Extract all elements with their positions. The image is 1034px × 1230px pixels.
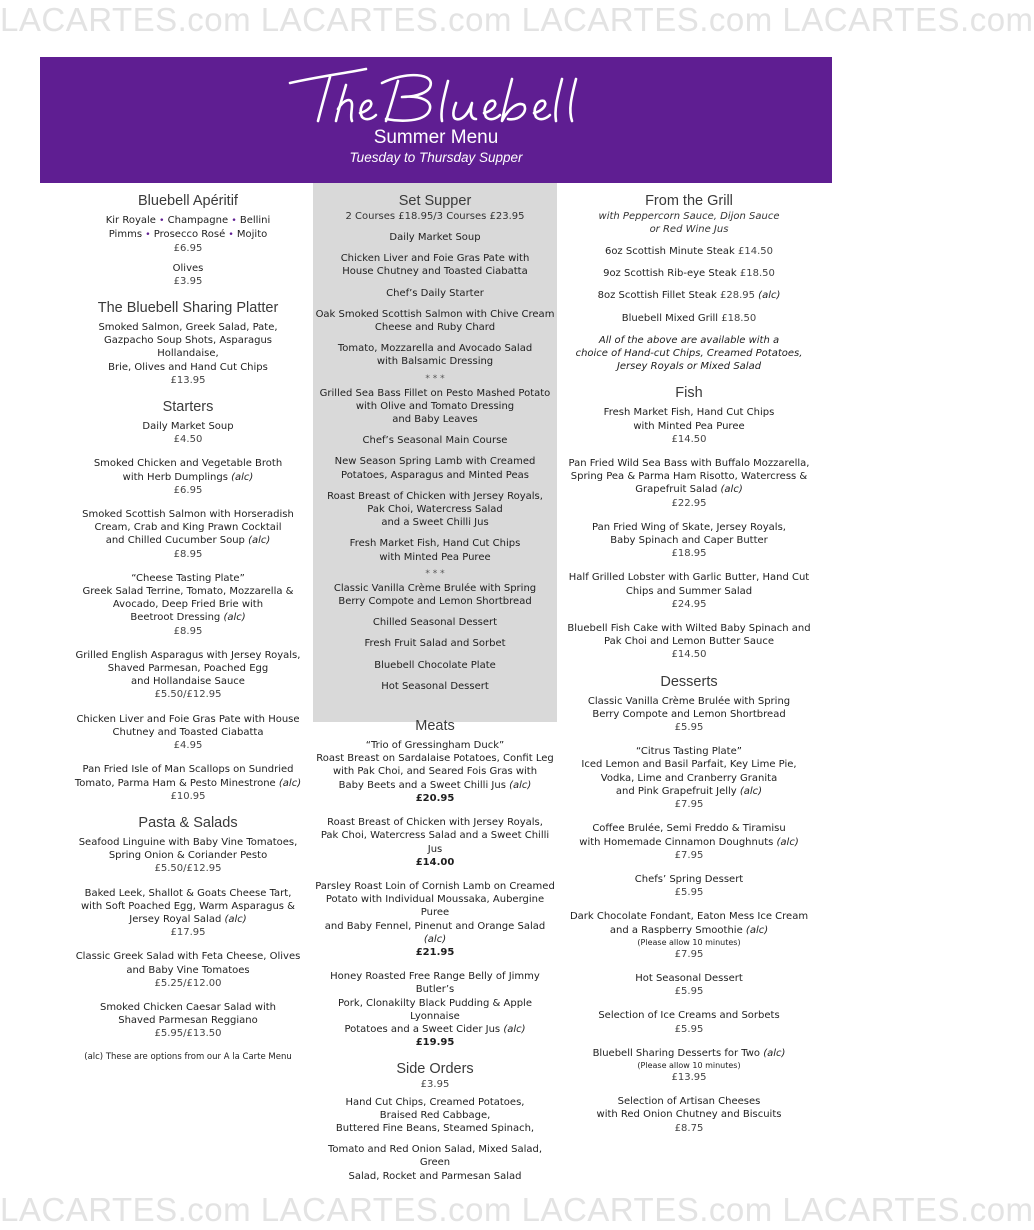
dessert-item: Classic Vanilla Crème Brulée with Spring Berry Compote and Lemon Shortbread £5.95 xyxy=(565,695,813,735)
item-price: £7.95 xyxy=(674,948,704,960)
item-price: £5.95 xyxy=(674,887,704,899)
set-main: Chef’s Seasonal Main Course xyxy=(362,435,508,447)
set-dessert: Classic Vanilla Crème Brulée with Spring Berry Compote and Lemon Shortbread xyxy=(333,582,537,608)
menu-subtitle: Summer Menu xyxy=(373,127,499,148)
set-supper-heading: Set Supper xyxy=(398,193,472,209)
item-price: £5.95 xyxy=(674,986,704,998)
dessert-item: Selection of Ice Creams and Sorbets £5.95 xyxy=(565,1009,813,1035)
item-price: £5.50/£12.95 xyxy=(154,863,222,875)
dessert-item: Selection of Artisan Cheeses with Red Onion Chutney and Biscuits £8.75 xyxy=(565,1095,813,1135)
item-price: £6.95 xyxy=(173,484,203,496)
watermark-top: LACARTES.com LACARTES.com LACARTES.com LACARTES.com xyxy=(0,1,1034,38)
fish-item: Half Grilled Lobster with Garlic Butter, Hand Cut Chips and Summer Salad £24.95 xyxy=(565,571,813,611)
item-price: £17.95 xyxy=(170,927,206,939)
item-price: £8.95 xyxy=(173,548,203,560)
item-price: £14.50 xyxy=(671,433,707,445)
drinks-row: Pimms • Prosecco Rosé • Mojito xyxy=(108,229,268,241)
aperitif-drinks xyxy=(72,214,304,256)
course-separator: * * * xyxy=(425,373,445,384)
left-column xyxy=(72,183,304,1063)
set-starter: Chicken Liver and Foie Gras Pate with House Chutney and Toasted Ciabatta xyxy=(340,253,530,278)
right-column xyxy=(565,183,813,1146)
pasta-item: Classic Greek Salad with Feta Cheese, Olives and Baby Vine Tomatoes £5.25/£12.00 xyxy=(72,950,304,990)
item-price: £24.95 xyxy=(671,598,707,610)
starter-item: Grilled English Asparagus with Jersey Royals, Shaved Parmesan, Poached Egg and Hollandaise Sauce £5.50/£12.95 xyxy=(72,649,304,702)
item-price: £8.75 xyxy=(674,1122,704,1134)
pasta-item: Baked Leek, Shallot & Goats Cheese Tart, with Soft Poached Egg, Warm Asparagus & Jersey Royal Salad (alc) £17.95 xyxy=(72,887,304,940)
grill-item: 9oz Scottish Rib-eye Steak £18.50 xyxy=(603,268,775,280)
dessert-item: Coffee Brulée, Semi Freddo & Tiramisu with Homemade Cinnamon Doughnuts (alc) £7.95 xyxy=(565,822,813,862)
starters-heading: Starters xyxy=(162,399,214,416)
set-main: Roast Breast of Chicken with Jersey Royals, Pak Choi, Watercress Salad and a Sweet Chilli Jus xyxy=(327,490,543,529)
item-price: £7.95 xyxy=(674,849,704,861)
item-price: £7.95 xyxy=(674,799,704,811)
dessert-item: Bluebell Sharing Desserts for Two (alc) (Please allow 10 minutes) £13.95 xyxy=(565,1047,813,1084)
starter-item: Daily Market Soup £4.50 xyxy=(72,420,304,446)
starter-item: Chicken Liver and Foie Gras Pate with House Chutney and Toasted Ciabatta £4.95 xyxy=(72,713,304,753)
set-dessert: Bluebell Chocolate Plate xyxy=(374,659,496,671)
item-price: £14.00 xyxy=(415,856,455,868)
item-price: £13.95 xyxy=(170,374,206,386)
desserts-heading: Desserts xyxy=(660,673,718,690)
drinks-row: Kir Royale • Champagne • Bellini xyxy=(105,215,271,226)
grill-item: 6oz Scottish Minute Steak £14.50 xyxy=(604,246,774,257)
fish-item: Pan Fried Wing of Skate, Jersey Royals, Baby Spinach and Caper Butter £18.95 xyxy=(565,521,813,561)
dessert-item: Dark Chocolate Fondant, Eaton Mess Ice Cream and a Raspberry Smoothie (alc) (Please allow 10 minutes) £7.95 xyxy=(565,910,813,961)
set-main: Grilled Sea Bass Fillet on Pesto Mashed Potato with Olive and Tomato Dressing and Baby Leaves xyxy=(319,387,551,426)
pasta-item: Smoked Chicken Caesar Salad with Shaved Parmesan Reggiano £5.95/£13.50 xyxy=(72,1001,304,1041)
platter-heading: The Bluebell Sharing Platter xyxy=(97,300,279,317)
grill-item: Bluebell Mixed Grill £18.50 xyxy=(621,312,757,324)
course-separator: * * * xyxy=(425,568,445,579)
item-price: £5.50/£12.95 xyxy=(154,689,222,701)
starter-item: Smoked Chicken and Vegetable Broth with Herb Dumplings (alc) £6.95 xyxy=(72,457,304,497)
fish-heading: Fish xyxy=(675,385,703,402)
bluebell-logo xyxy=(286,63,586,125)
grill-sauces: with Peppercorn Sauce, Dijon Sauce xyxy=(598,211,780,222)
dessert-item: “Citrus Tasting Plate” Iced Lemon and Basil Parfait, Key Lime Pie, Vodka, Lime and Cranberry Granita and Pink Grapefruit Jelly (alc) £7.95 xyxy=(565,745,813,811)
dessert-item: Hot Seasonal Dessert £5.95 xyxy=(565,972,813,998)
grill-item: 8oz Scottish Fillet Steak £28.95 (alc) xyxy=(597,290,781,302)
set-main: Fresh Market Fish, Hand Cut Chips with Minted Pea Puree xyxy=(349,538,521,563)
dessert-item: Chefs’ Spring Dessert £5.95 xyxy=(565,873,813,899)
item-price: £14.50 xyxy=(671,649,707,661)
grill-heading: From the Grill xyxy=(645,193,733,209)
meat-item: Honey Roasted Free Range Belly of Jimmy Butler’s Pork, Clonakilty Black Pudding & Apple Lyonnaise Potatoes and a Sweet Cider Jus (alc) £19.95 xyxy=(313,970,557,1049)
item-price: £19.95 xyxy=(415,1037,455,1049)
set-starter: Tomato, Mozzarella and Avocado Salad with Balsamic Dressing xyxy=(337,343,533,368)
menu-banner xyxy=(40,57,832,183)
item-price: £8.95 xyxy=(173,625,203,637)
pasta-heading: Pasta & Salads xyxy=(138,814,238,831)
set-dessert: Fresh Fruit Salad and Sorbet xyxy=(364,638,506,650)
starter-item: Pan Fried Isle of Man Scallops on Sundried Tomato, Parma Ham & Pesto Minestrone (alc) £10.95 xyxy=(72,763,304,803)
meat-item: “Trio of Gressingham Duck” Roast Breast on Sardalaise Potatoes, Confit Leg with Pak Choi, and Seared Fois Gras with Baby Beets and a Sweet Chilli Jus (alc) £20.95 xyxy=(313,739,557,805)
item-price: £13.95 xyxy=(671,1071,707,1083)
item-price: £4.95 xyxy=(173,740,203,752)
meat-item: Parsley Roast Loin of Cornish Lamb on Creamed Potato with Individual Moussaka, Aubergine Puree and Baby Fennel, Pinenut and Orange Salad (alc) £21.95 xyxy=(313,880,557,959)
sides-item: £3.95 Hand Cut Chips, Creamed Potatoes, Braised Red Cabbage, Buttered Fine Beans, Steamed Spinach, Tomato and Red Onion Salad, Mixed Salad, Green Salad, Rocket and Parmesan Salad xyxy=(313,1078,557,1182)
set-dessert: Chilled Seasonal Dessert xyxy=(372,617,498,629)
item-price: £22.95 xyxy=(671,497,707,509)
item-price: £5.95 xyxy=(674,722,704,734)
meats-heading: Meats xyxy=(415,718,455,735)
aperitif-heading: Bluebell Apéritif xyxy=(138,193,238,209)
fish-item: Bluebell Fish Cake with Wilted Baby Spinach and Pak Choi and Lemon Butter Sauce £14.50 xyxy=(565,622,813,662)
set-starter: Chef’s Daily Starter xyxy=(386,287,484,299)
item-price: £10.95 xyxy=(170,790,206,802)
item-price: £3.95 xyxy=(173,275,203,287)
item-price: £5.25/£12.00 xyxy=(154,977,222,989)
item-price: £6.95 xyxy=(173,243,203,255)
item-price: £21.95 xyxy=(415,946,455,958)
platter-item: Smoked Salmon, Greek Salad, Pate, Gazpacho Soup Shots, Asparagus Hollandaise, Brie, Olives and Hand Cut Chips £13.95 xyxy=(72,321,304,387)
fish-item: Pan Fried Wild Sea Bass with Buffalo Mozzarella, Spring Pea & Parma Ham Risotto, Watercress & Grapefruit Salad (alc) £22.95 xyxy=(565,457,813,510)
set-starter: Daily Market Soup xyxy=(389,232,481,243)
item-price: £18.95 xyxy=(671,548,707,560)
set-starter: Oak Smoked Scottish Salmon with Chive Cream Cheese and Ruby Chard xyxy=(315,308,555,334)
fish-item: Fresh Market Fish, Hand Cut Chips with Minted Pea Puree £14.50 xyxy=(565,406,813,446)
grill-sauces: or Red Wine Jus xyxy=(649,224,729,235)
grill-note: All of the above are available with a choice of Hand-cut Chips, Creamed Potatoes, Jersey Royals or Mixed Salad xyxy=(575,334,803,373)
item-price: £20.95 xyxy=(415,792,455,804)
set-dessert: Hot Seasonal Dessert xyxy=(381,680,489,692)
meat-item: Roast Breast of Chicken with Jersey Royals, Pak Choi, Watercress Salad and a Sweet Chilli Jus £14.00 xyxy=(313,816,557,869)
set-main: New Season Spring Lamb with Creamed Potatoes, Asparagus and Minted Peas xyxy=(334,456,536,481)
sides-heading: Side Orders xyxy=(396,1061,474,1078)
item-price: £5.95/£13.50 xyxy=(154,1028,222,1040)
middle-column xyxy=(313,183,557,1189)
pasta-item: Seafood Linguine with Baby Vine Tomatoes, Spring Onion & Coriander Pesto £5.50/£12.95 xyxy=(72,836,304,876)
set-supper-prices: 2 Courses £18.95/3 Courses £23.95 xyxy=(345,211,525,222)
alc-footnote: (alc) These are options from our A la Carte Menu xyxy=(84,1051,292,1062)
item-price: £4.50 xyxy=(173,434,203,446)
starter-item: “Cheese Tasting Plate” Greek Salad Terrine, Tomato, Mozzarella & Avocado, Deep Fried Brie with Beetroot Dressing (alc) £8.95 xyxy=(72,572,304,638)
watermark-bottom: LACARTES.com LACARTES.com LACARTES.com LACARTES.com xyxy=(0,1191,1034,1228)
item-price: £5.95 xyxy=(674,1023,704,1035)
menu-tagline: Tuesday to Thursday Supper xyxy=(349,150,523,165)
olives-item: Olives £3.95 xyxy=(72,262,304,288)
starter-item: Smoked Scottish Salmon with Horseradish Cream, Crab and King Prawn Cocktail and Chilled Cucumber Soup (alc) £8.95 xyxy=(72,508,304,561)
item-price: £3.95 xyxy=(420,1079,450,1091)
